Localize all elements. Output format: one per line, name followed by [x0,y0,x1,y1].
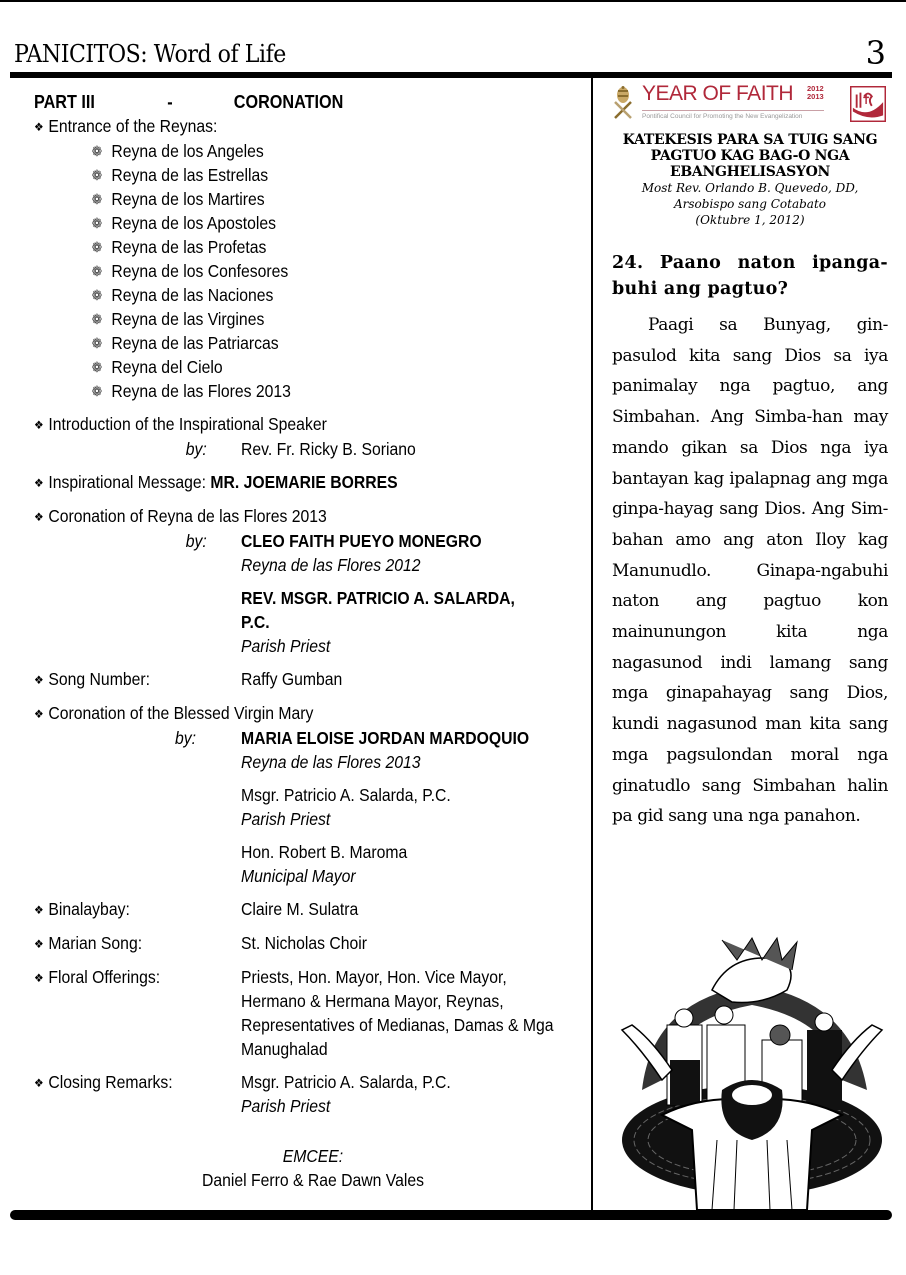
diamond-bullet-icon: ❖ [34,1076,44,1090]
closing-name: Msgr. Patricio A. Salarda, P.C. [241,1072,451,1092]
flower-bullet-icon: ❁ [91,191,103,207]
katekesis-column [612,82,888,832]
presenter-name: REV. MSGR. PATRICIO A. SALARDA, P.C. [241,588,515,632]
flower-bullet-icon: ❁ [91,311,103,327]
binalaybay-item [34,897,534,922]
intro-label: Introduction of the Inspirational Speaker [48,414,327,434]
song-number-item [34,667,534,692]
flower-bullet-icon: ❁ [91,215,103,231]
top-border [0,0,906,2]
reyna-name: Reyna de las Virgines [111,309,265,329]
by-label: by: [185,439,207,459]
diamond-bullet-icon: ❖ [34,510,44,524]
list-item [92,259,535,283]
list-item [92,331,535,355]
list-item [92,379,535,403]
pontifical-council-subtitle: Pontifical Council for Promoting the New Evangelization [642,110,824,120]
message-speaker: MR. JOEMARIE BORRES [210,472,398,492]
reyna-name: Reyna de los Angeles [111,141,264,161]
by-label: by: [174,728,196,748]
song-number-label: Song Number: [48,669,150,689]
diamond-bullet-icon: ❖ [34,707,44,721]
flower-bullet-icon: ❁ [91,383,103,399]
presenter-name: CLEO FAITH PUEYO MONEGRO [241,531,482,551]
diamond-bullet-icon: ❖ [34,476,44,490]
header-rule [10,72,892,78]
flower-bullet-icon: ❁ [91,167,103,183]
coronation-reyna-label: Coronation of Reyna de las Flores 2013 [48,506,327,526]
year-end: 2013 [807,92,824,101]
floral-label: Floral Offerings: [48,967,161,987]
intro-presenter: Rev. Fr. Ricky B. Soriano [241,439,416,459]
floral-line: Manughalad [241,1039,328,1059]
part-heading [34,90,534,114]
diamond-bullet-icon: ❖ [34,120,44,134]
newsletter-title: PANICITOS: Word of Life [14,40,286,68]
flower-bullet-icon: ❁ [91,143,103,159]
marian-song-value: St. Nicholas Choir [241,933,368,953]
diamond-bullet-icon: ❖ [34,937,44,951]
floral-line: Hermano & Hermana Mayor, Reynas, [241,991,504,1011]
reyna-name: Reyna de los Apostoles [111,213,277,233]
list-item [92,307,535,331]
presenter-role: Parish Priest [241,809,331,829]
by-label: by: [185,531,207,551]
entrance-item [34,114,534,139]
year-start: 2012 [807,84,824,93]
emcee-block [34,1144,592,1192]
answer-paragraph: Paagi sa Bunyag, gin-pasulod kita sang Dios sa iya panimalay nga pagtuo, ang Simbahan. Ang Simba-han may mando gikan sa Dios nga iya bantayan kag ipalapnag ang mga ginpa-hayag sang Dios. Ang Sim-bahan amo ang aton Iloy kag Manunudlo. Ginapa-ngabuhi naton ang pagtuo kon mainunungon kita nga nagasunod indi lamang sang mga ginapahayag sang Dios, kundi nagasunod man kita sang mga pagsulondan moral nga ginatudlo sang Simbahan halin pa gid sang una nga panahon. [612,315,888,827]
coronation-reyna-item [34,504,534,658]
diamond-bullet-icon: ❖ [34,418,44,432]
flower-bullet-icon: ❁ [91,239,103,255]
reyna-name: Reyna de los Martires [111,189,265,209]
song-number-value: Raffy Gumban [241,669,343,689]
diamond-bullet-icon: ❖ [34,903,44,917]
list-item [92,139,535,163]
part-title: CORONATION [233,92,344,112]
coronation-mary-label: Coronation of the Blessed Virgin Mary [48,703,314,723]
list-item [92,163,535,187]
page-number: 3 [865,34,886,72]
part-label: PART III [34,92,95,112]
floral-line: Representatives of Medianas, Damas & Mga [241,1015,554,1035]
presenter-name: MARIA ELOISE JORDAN MARDOQUIO [241,728,530,748]
reyna-name: Reyna del Cielo [111,357,223,377]
intro-speaker-item [34,412,534,461]
presenter-role: Municipal Mayor [241,866,356,886]
reyna-name: Reyna de las Naciones [111,285,274,305]
reyna-name: Reyna de las Estrellas [111,165,269,185]
closing-remarks-item [34,1070,534,1118]
diamond-bullet-icon: ❖ [34,673,44,687]
papal-tiara-keys-icon [612,86,634,120]
katekesis-author: Most Rev. Orlando B. Quevedo, DD, [641,181,859,195]
diamond-bullet-icon: ❖ [34,971,44,985]
binalaybay-value: Claire M. Sulatra [241,899,359,919]
reyna-name: Reyna de las Profetas [111,237,267,257]
presenter-name: Msgr. Patricio A. Salarda, P.C. [241,785,451,805]
list-item [92,211,535,235]
marian-song-label: Marian Song: [48,933,143,953]
presenter-name: Hon. Robert B. Maroma [241,842,408,862]
reyna-name: Reyna de las Flores 2013 [111,381,291,401]
list-item [92,283,535,307]
question-heading: 24. Paano naton ipanga-buhi ang pagtuo? [612,253,888,299]
marian-song-item [34,931,534,956]
year-of-faith-title: YEAR OF FAITH [642,82,794,105]
presenter-role: Reyna de las Flores 2013 [241,752,421,772]
list-item [92,355,535,379]
footer-rule [10,1210,892,1220]
floral-line: Priests, Hon. Mayor, Hon. Vice Mayor, [241,967,507,987]
part-dash: - [167,92,173,112]
message-label: Inspirational Message: [48,472,206,492]
emcee-names: Daniel Ferro & Rae Dawn Vales [201,1170,425,1190]
flower-bullet-icon: ❁ [91,335,103,351]
column-divider [591,77,593,1211]
floral-offerings-item [34,965,554,1061]
flower-bullet-icon: ❁ [91,287,103,303]
entrance-label: Entrance of the Reynas: [48,116,218,136]
inspirational-message-item [34,470,534,495]
presenter-role: Parish Priest [241,636,331,656]
katekesis-author-title: Arsobispo sang Cotabato [674,197,826,211]
new-evangelization-logo-icon [850,86,886,122]
reyna-list [92,139,535,403]
reyna-name: Reyna de los Confesores [111,261,289,281]
program-column [34,90,554,1192]
closing-role: Parish Priest [241,1096,331,1116]
emcee-label: EMCEE: [282,1146,344,1166]
flower-bullet-icon: ❁ [91,359,103,375]
year-of-faith-logo [612,82,888,128]
coronation-mary-item [34,701,534,888]
list-item [92,187,535,211]
katekesis-date: (Oktubre 1, 2012) [695,213,805,227]
flower-bullet-icon: ❁ [91,263,103,279]
christ-with-dove-illustration [612,930,892,1210]
binalaybay-label: Binalaybay: [48,899,130,919]
presenter-role: Reyna de las Flores 2012 [241,555,421,575]
katekesis-title: KATEKESIS PARA SA TUIG SANG PAGTUO KAG BAG-O NGA EBANGHELISASYON [622,132,878,180]
closing-label: Closing Remarks: [48,1072,173,1092]
list-item [92,235,535,259]
reyna-name: Reyna de las Patriarcas [111,333,279,353]
year-of-faith-years [807,85,824,101]
page-header [14,34,886,72]
